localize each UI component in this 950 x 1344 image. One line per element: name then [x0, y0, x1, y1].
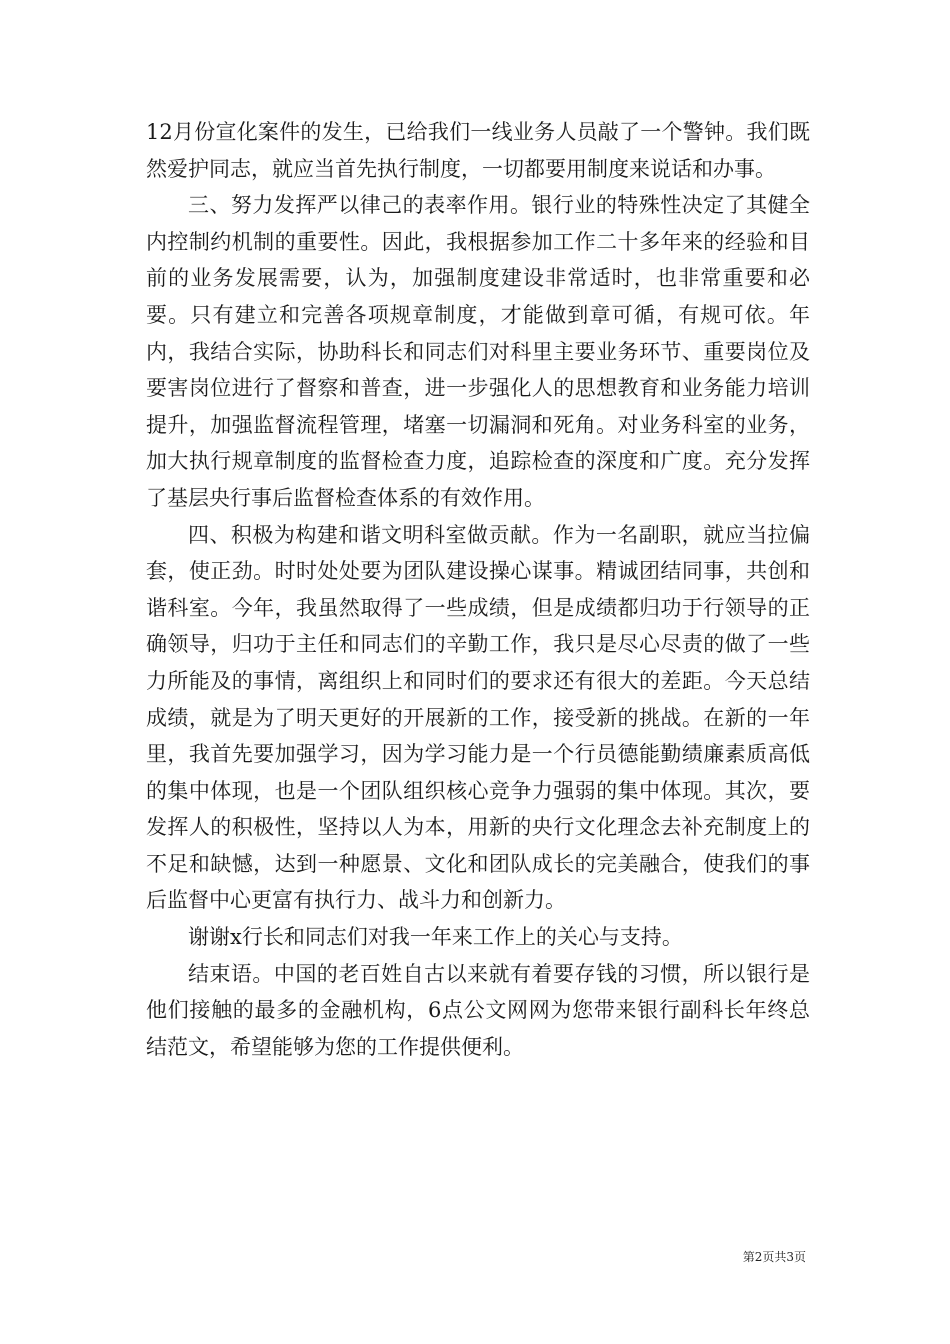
paragraph-1: 12月份宣化案件的发生，已给我们一线业务人员敲了一个警钟。我们既然爱护同志，就应当首先执行制度，一切都要用制度来说话和办事。	[146, 120, 810, 181]
paragraph-2: 三、努力发挥严以律己的表率作用。银行业的特殊性决定了其健全内控制约机制的重要性。因此，我根据参加工作二十多年来的经验和目前的业务发展需要，认为，加强制度建设非常适时，也非常重要和必要。只有建立和完善各项规章制度，才能做到章可循，有规可依。年内，我结合实际，协助科长和同志们对科里主要业务环节、重要岗位及要害岗位进行了督察和普查，进一步强化人的思想教育和业务能力培训提升，加强监督流程管理，堵塞一切漏洞和死角。对业务科室的业务，加大执行规章制度的监督检查力度，追踪检查的深度和广度。充分发挥了基层央行事后监督检查体系的有效作用。	[146, 193, 810, 510]
paragraph-3: 四、积极为构建和谐文明科室做贡献。作为一名副职，就应当拉偏套，使正劲。时时处处要为团队建设操心谋事。精诚团结同事，共创和谐科室。今年，我虽然取得了一些成绩，但是成绩都归功于行领导的正确领导，归功于主任和同志们的辛勤工作，我只是尽心尽责的做了一些力所能及的事情，离组织上和同时们的要求还有很大的差距。今天总结成绩，就是为了明天更好的开展新的工作，接受新的挑战。在新的一年里，我首先要加强学习，因为学习能力是一个行员德能勤绩廉素质高低的集中体现，也是一个团队组织核心竞争力强弱的集中体现。其次，要发挥人的积极性，坚持以人为本，用新的央行文化理念去补充制度上的不足和缺憾，达到一种愿景、文化和团队成长的完美融合，使我们的事后监督中心更富有执行力、战斗力和创新力。	[146, 522, 810, 913]
page-number: 第2页共3页	[742, 1250, 806, 1264]
paragraph-5: 结束语。中国的老百姓自古以来就有着要存钱的习惯，所以银行是他们接触的最多的金融机构，6点公文网网为您带来银行副科长年终总结范文，希望能够为您的工作提供便利。	[146, 961, 810, 1059]
document-body	[146, 114, 810, 1065]
paragraph-4: 谢谢x行长和同志们对我一年来工作上的关心与支持。	[188, 925, 683, 950]
